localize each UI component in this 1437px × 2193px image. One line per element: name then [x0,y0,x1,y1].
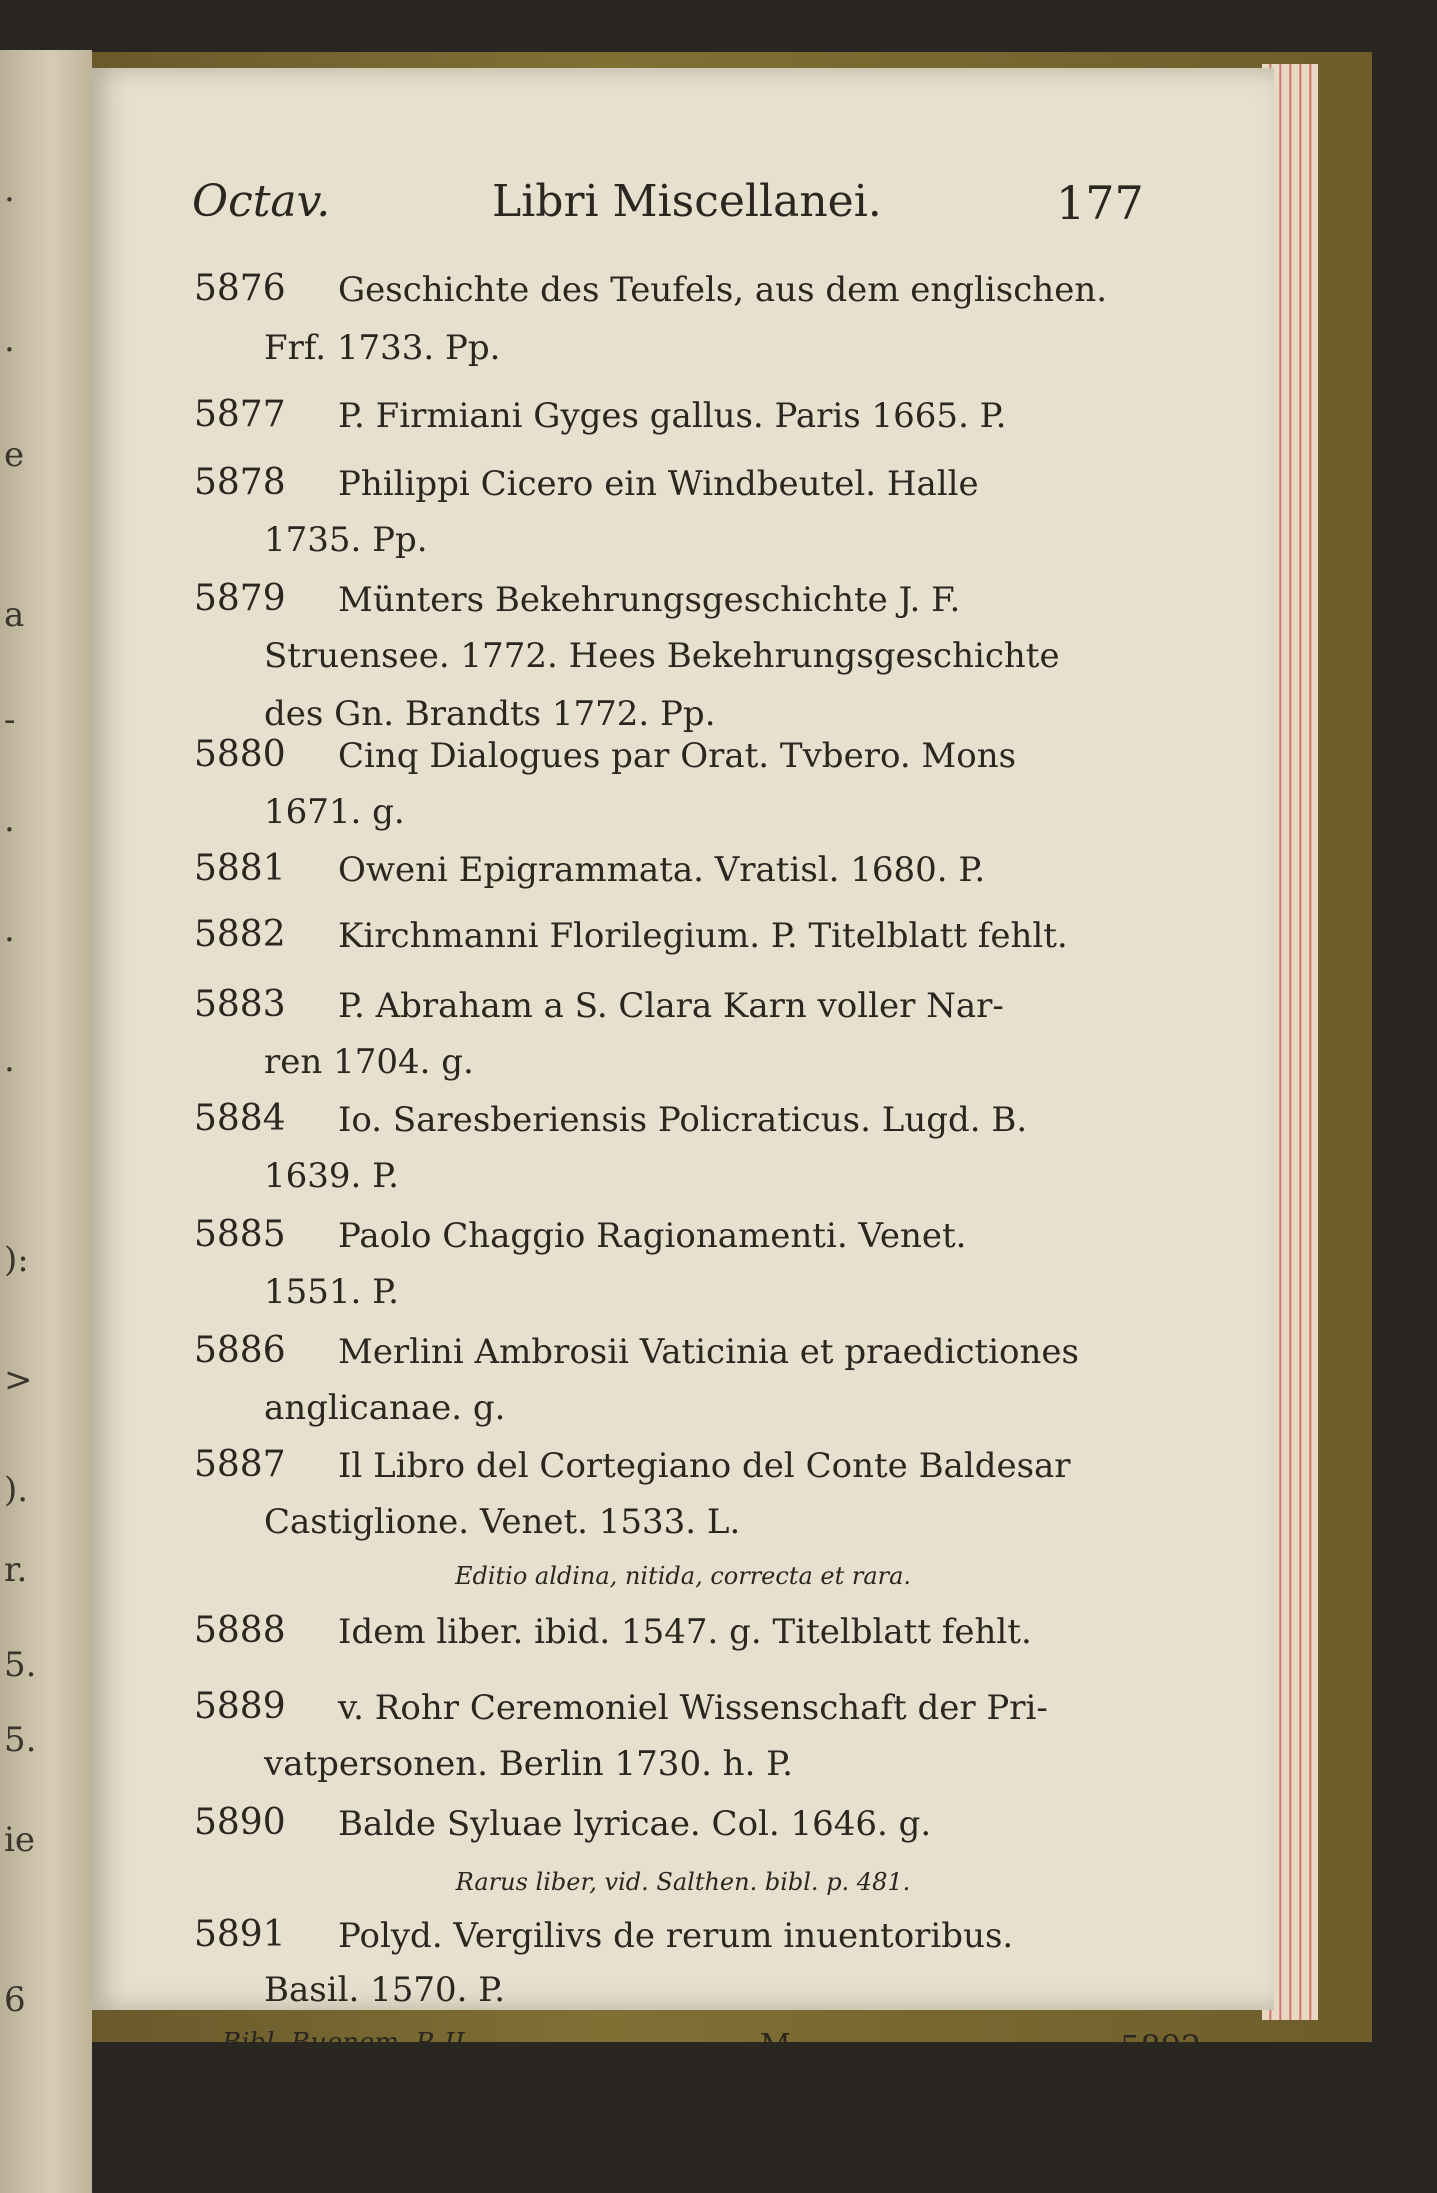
entry-line: Idem liber. ibid. 1547. g. Titelblatt fehlt. [338,1612,1032,1652]
entry-line: v. Rohr Ceremoniel Wissenschaft der Pri- [338,1688,1048,1728]
left-margin-mark: > [4,1360,33,1400]
entry-number: 5880 [194,734,286,775]
entry-line: Polyd. Vergilivs de rerum inuentoribus. [338,1916,1014,1956]
left-margin-mark: . [4,1040,15,1080]
entry-line: des Gn. Brandts 1772. Pp. [264,694,716,734]
entry-line: P. Firmiani Gyges gallus. Paris 1665. P. [338,396,1007,436]
entry-line: Merlini Ambrosii Vaticinia et praedictiones [338,1332,1079,1372]
page-number: 177 [1056,176,1144,230]
left-margin-mark: r. [4,1550,28,1590]
entry-number: 5883 [194,984,286,1025]
entry-number: 5878 [194,462,286,503]
running-head-format: Octav. [192,176,331,227]
left-margin-mark: ). [4,1470,29,1510]
left-margin-mark: - [4,700,16,740]
left-margin-mark: 5. [4,1720,37,1760]
entry-line: Münters Bekehrungsgeschichte J. F. [338,580,961,620]
entry-line: Struensee. 1772. Hees Bekehrungsgeschichte [264,636,1060,676]
entry-number: 5881 [194,848,286,889]
entry-line: Il Libro del Cortegiano del Conte Baldesar [338,1446,1071,1486]
entry-line: ren 1704. g. [264,1042,474,1082]
entry-line: vatpersonen. Berlin 1730. h. P. [264,1744,793,1784]
left-margin-mark: . [4,800,15,840]
entry-note-5887: Editio aldina, nitida, correcta et rara. [454,1562,912,1590]
entry-number: 5887 [194,1444,286,1485]
entry-number: 5890 [194,1802,286,1843]
entry-line: Oweni Epigrammata. Vratisl. 1680. P. [338,850,986,890]
entry-line: Frf. 1733. Pp. [264,328,501,368]
left-margin-mark: e [4,435,25,475]
footer-signature: Bibl. Buenem. P. II. [222,2028,474,2058]
left-page-edge [0,50,92,2193]
left-margin-mark: ): [4,1240,29,1280]
entry-line: Io. Saresberiensis Policraticus. Lugd. B. [338,1100,1028,1140]
entry-number: 5886 [194,1330,286,1371]
entry-number: 5888 [194,1610,286,1651]
left-margin-mark: ie [4,1820,35,1860]
left-margin-mark: a [4,595,25,635]
entry-line: Basil. 1570. P. [264,1970,506,2010]
entry-note-5890: Rarus liber, vid. Salthen. bibl. p. 481. [455,1868,911,1896]
footer-gathering-mark: M [760,2028,791,2063]
catalog-page [92,68,1274,2066]
left-margin-mark: . [4,320,15,360]
entry-number: 5879 [194,578,286,619]
left-margin-mark: 6 [4,1980,26,2020]
entry-line: Castiglione. Venet. 1533. L. [264,1502,741,1542]
entry-number: 5885 [194,1214,286,1255]
entry-number: 5891 [194,1914,286,1955]
footer-catchword: 5892 [1120,2028,1202,2066]
entry-line: 1671. g. [264,792,405,832]
entry-line: 1735. Pp. [264,520,428,560]
entry-number: 5882 [194,914,286,955]
entry-line: anglicanae. g. [264,1388,506,1428]
entry-number: 5876 [194,268,286,309]
entry-line: Kirchmanni Florilegium. P. Titelblatt fehlt. [338,916,1068,956]
entry-line: Paolo Chaggio Ragionamenti. Venet. [338,1216,967,1256]
entry-line: 1551. P. [264,1272,399,1312]
left-margin-mark: . [4,910,15,950]
left-margin-mark: 5. [4,1645,37,1685]
entry-line: Geschichte des Teufels, aus dem englischen. [338,270,1108,310]
entry-line: 1639. P. [264,1156,399,1196]
entry-number: 5889 [194,1686,286,1727]
entry-line: P. Abraham a S. Clara Karn voller Nar- [338,986,1004,1026]
entry-number: 5877 [194,394,286,435]
entry-line: Balde Syluae lyricae. Col. 1646. g. [338,1804,932,1844]
entry-line: Cinq Dialogues par Orat. Tvbero. Mons [338,736,1017,776]
entry-number: 5884 [194,1098,286,1139]
left-margin-mark: . [4,170,15,210]
running-head-title: Libri Miscellanei. [492,176,882,227]
entry-line: Philippi Cicero ein Windbeutel. Halle [338,464,979,504]
